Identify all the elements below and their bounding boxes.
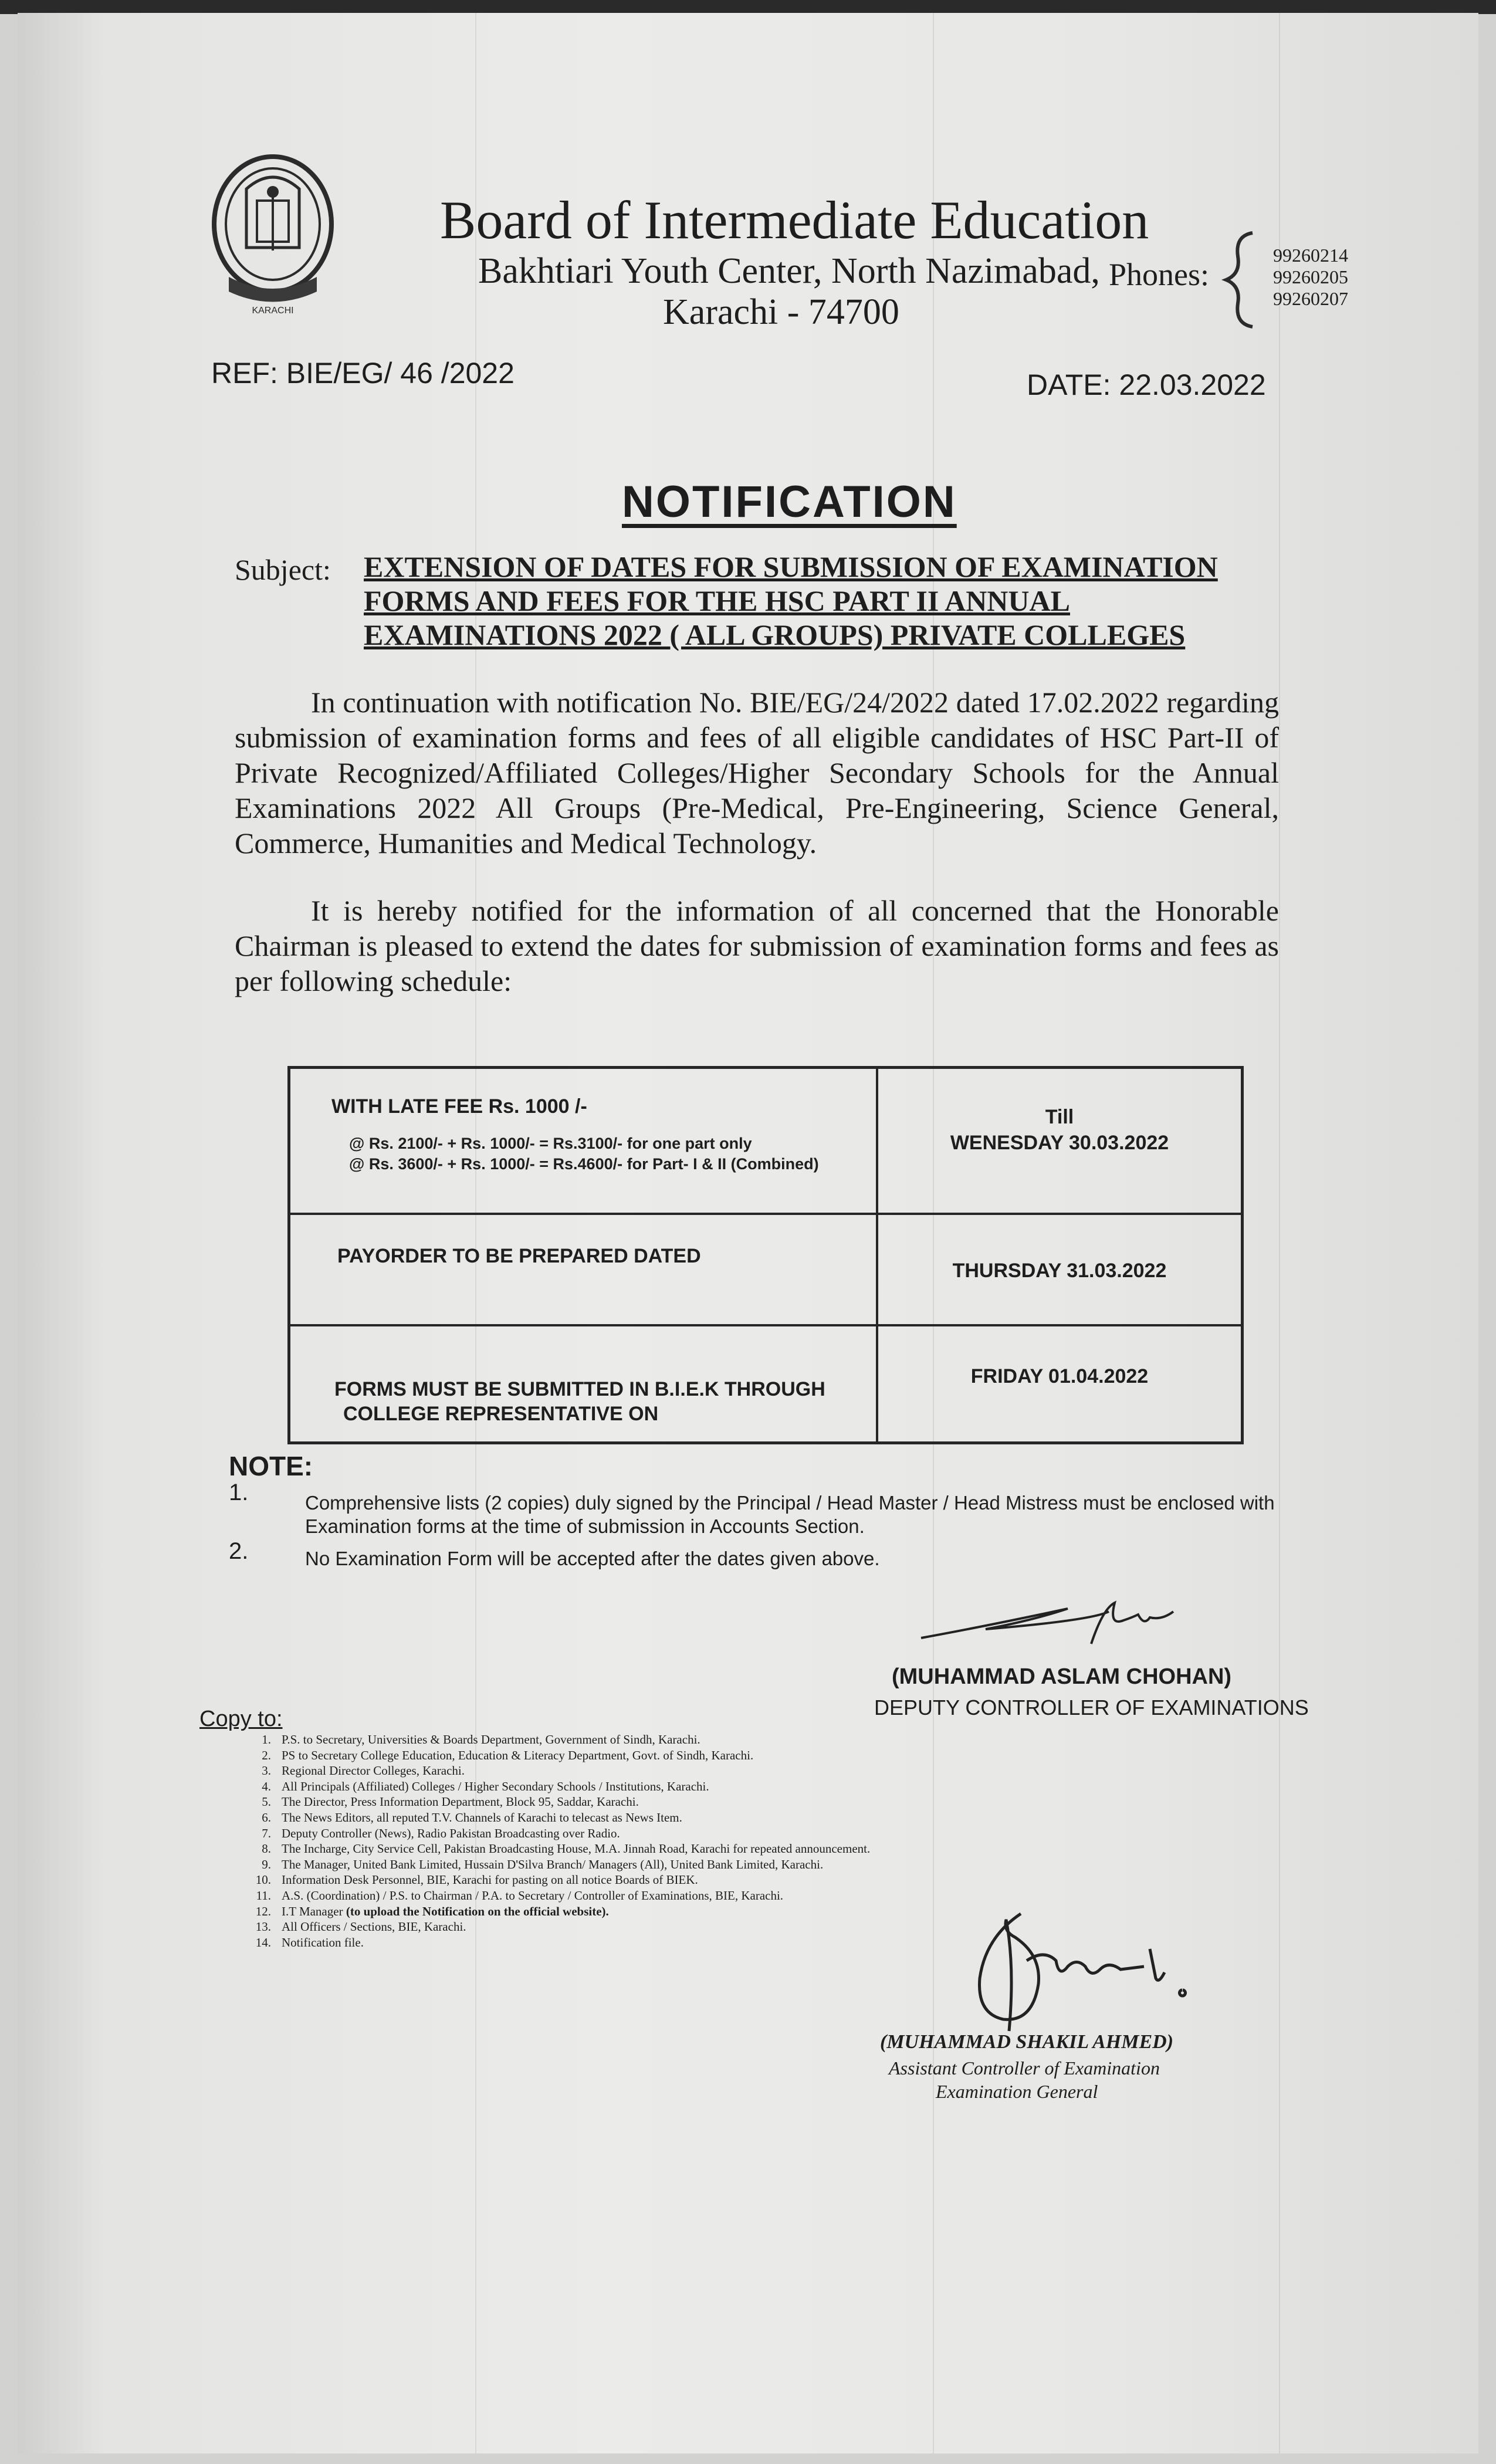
submission-date: FRIDAY 01.04.2022 xyxy=(970,1365,1149,1387)
list-item-number: 6. xyxy=(262,1810,271,1825)
scan-crease xyxy=(1279,13,1280,2453)
seal-text: KARACHI xyxy=(252,306,294,316)
signatory-name: (MUHAMMAD SHAKIL AHMED) xyxy=(880,2031,1174,2053)
reference-number: REF: BIE/EG/ 46 /2022 xyxy=(211,357,515,390)
subject-text: EXTENSION OF DATES FOR SUBMISSION OF EXAMINATION FORMS AND FEES FOR THE HSC PART II ANNUAL EXAMINATIONS 2022 ( ALL GROUPS) PRIVATE COLLEGES xyxy=(364,550,1218,651)
list-item xyxy=(241,1872,1062,1888)
signatory-designation: Examination General xyxy=(936,2081,1098,2102)
list-item-text: Notification file. xyxy=(282,1935,364,1949)
list-item-text: P.S. to Secretary, Universities & Boards Department, Government of Sindh, Karachi. xyxy=(282,1732,700,1747)
list-item xyxy=(241,1748,1062,1764)
list-item xyxy=(241,1935,1062,1951)
phone-number: 99260214 xyxy=(1273,245,1348,266)
body-paragraph: In continuation with notification No. BIE/EG/24/2022 dated 17.02.2022 regarding submission of examination forms and fees of all eligible candidates of HSC Part-II of Private Recognized/Affiliated Colleges/Higher Secondary Schools for the Annual Examinations 2022 All Groups (Pre-Medical, Pre-Engineering, Science General, Commerce, Humanities and Medical Technology. xyxy=(235,686,1279,859)
list-item xyxy=(241,1810,1062,1826)
list-item xyxy=(241,1841,1062,1857)
list-item-number: 12. xyxy=(255,1904,271,1918)
list-item-number: 3. xyxy=(262,1764,271,1778)
signatory-designation: Assistant Controller of Examination xyxy=(889,2057,1160,2079)
list-item xyxy=(241,1904,1062,1920)
document-date: DATE: 22.03.2022 xyxy=(1027,368,1266,401)
list-item xyxy=(241,1888,1062,1904)
table-divider xyxy=(290,1324,1241,1326)
list-item-text: Information Desk Personnel, BIE, Karachi for pasting on all notice Boards of BIEK. xyxy=(282,1873,698,1887)
late-fee-detail: @ Rs. 3600/- + Rs. 1000/- = Rs.4600/- for Part- I & II (Combined) xyxy=(349,1155,819,1173)
list-item-text: Deputy Controller (News), Radio Pakistan Broadcasting over Radio. xyxy=(282,1826,620,1840)
address-line-1: Bakhtiari Youth Center, North Nazimabad, xyxy=(478,251,1100,291)
copy-to-heading: Copy to: xyxy=(199,1707,283,1731)
list-item-text: A.S. (Coordination) / P.S. to Chairman / P.A. to Secretary / Controller of Examinations, BIE, Karachi. xyxy=(282,1888,784,1903)
list-item-text: All Principals (Affiliated) Colleges / Higher Secondary Schools / Institutions, Karachi. xyxy=(282,1779,709,1793)
list-item-text: The Director, Press Information Department, Block 95, Saddar, Karachi. xyxy=(282,1795,639,1809)
deadline-date: WENESDAY 30.03.2022 xyxy=(950,1132,1169,1154)
list-item-number: 9. xyxy=(262,1857,271,1871)
list-item-number: 2. xyxy=(262,1748,271,1762)
signatory-name: (MUHAMMAD ASLAM CHOHAN) xyxy=(892,1664,1232,1689)
list-item-text: The Incharge, City Service Cell, Pakistan Broadcasting House, M.A. Jinnah Road, Karachi for repeated announcement. xyxy=(282,1842,871,1856)
list-item-text: The News Editors, all reputed T.V. Channels of Karachi to telecast as News Item. xyxy=(282,1810,682,1825)
note-text: Comprehensive lists (2 copies) duly signed by the Principal / Head Master / Head Mistress must be enclosed with Examination forms at the time of submission in Accounts Section. xyxy=(305,1492,1275,1537)
late-fee-heading: WITH LATE FEE Rs. 1000 /- xyxy=(331,1095,587,1118)
table-row xyxy=(331,1095,859,1173)
list-item xyxy=(241,1794,1062,1810)
signature-assistant-controller xyxy=(950,1902,1220,2043)
note-text: No Examination Form will be accepted after the dates given above. xyxy=(305,1548,880,1569)
payorder-label: PAYORDER TO BE PREPARED DATED xyxy=(337,1245,701,1267)
submission-label-line: COLLEGE REPRESENTATIVE ON xyxy=(343,1403,659,1425)
body-paragraph: It is hereby notified for the information of all concerned that the Honorable Chairman is pleased to extend the dates for submission of examination forms and fees as per following schedule: xyxy=(235,894,1279,997)
schedule-table xyxy=(287,1066,1244,1444)
list-item-bold-text: (to upload the Notification on the official website). xyxy=(346,1904,609,1918)
submission-cell xyxy=(334,1377,862,1426)
table-divider xyxy=(290,1213,1241,1215)
list-item-number: 4. xyxy=(262,1779,271,1793)
list-item-number: 14. xyxy=(255,1935,271,1949)
list-item-text: All Officers / Sections, BIE, Karachi. xyxy=(282,1920,466,1934)
list-item-number: 5. xyxy=(262,1795,271,1809)
list-item-number: 8. xyxy=(262,1842,271,1856)
note-number: 1. xyxy=(229,1480,249,1505)
address-line-2: Karachi - 74700 xyxy=(663,292,899,332)
submission-label-line: FORMS MUST BE SUBMITTED IN B.I.E.K THROUGH xyxy=(334,1378,825,1400)
list-item-number: 13. xyxy=(255,1920,271,1934)
notes-heading: NOTE: xyxy=(229,1451,313,1481)
list-item-text: The Manager, United Bank Limited, Hussain D'Silva Branch/ Managers (All), United Bank Limited, Karachi. xyxy=(282,1857,824,1871)
phones-label: Phones: xyxy=(1109,257,1210,292)
list-item-number: 1. xyxy=(262,1732,271,1747)
note-number: 2. xyxy=(229,1538,249,1564)
copy-to-list xyxy=(241,1732,1062,1950)
deadline-cell xyxy=(878,1104,1241,1156)
list-item-text: I.T Manager xyxy=(282,1904,343,1918)
list-item xyxy=(241,1763,1062,1779)
list-item-number: 11. xyxy=(256,1888,271,1903)
board-seal-logo xyxy=(205,148,340,318)
list-item xyxy=(241,1732,1062,1748)
list-item xyxy=(241,1857,1062,1873)
list-item xyxy=(241,1779,1062,1795)
list-item xyxy=(241,1826,1062,1842)
organization-name: Board of Intermediate Education xyxy=(440,190,1149,250)
list-item xyxy=(241,1919,1062,1935)
list-item-number: 10. xyxy=(255,1873,271,1887)
list-item-text: Regional Director Colleges, Karachi. xyxy=(282,1764,465,1778)
curly-brace-icon xyxy=(1220,230,1261,330)
notification-title: NOTIFICATION xyxy=(622,477,957,527)
scan-top-edge xyxy=(0,0,1496,14)
till-label: Till xyxy=(1045,1106,1074,1128)
list-item-number: 7. xyxy=(262,1826,271,1840)
subject-label: Subject: xyxy=(235,553,331,586)
late-fee-detail: @ Rs. 2100/- + Rs. 1000/- = Rs.3100/- for one part only xyxy=(349,1135,752,1152)
list-item-text: PS to Secretary College Education, Education & Literacy Department, Govt. of Sindh, Karachi. xyxy=(282,1748,754,1762)
signatory-designation: DEPUTY CONTROLLER OF EXAMINATIONS xyxy=(874,1695,1309,1720)
payorder-date: THURSDAY 31.03.2022 xyxy=(952,1260,1167,1282)
signature-deputy-controller xyxy=(915,1585,1179,1656)
phone-number: 99260205 xyxy=(1273,266,1348,287)
document-page xyxy=(18,13,1478,2453)
phone-number: 99260207 xyxy=(1273,288,1348,309)
